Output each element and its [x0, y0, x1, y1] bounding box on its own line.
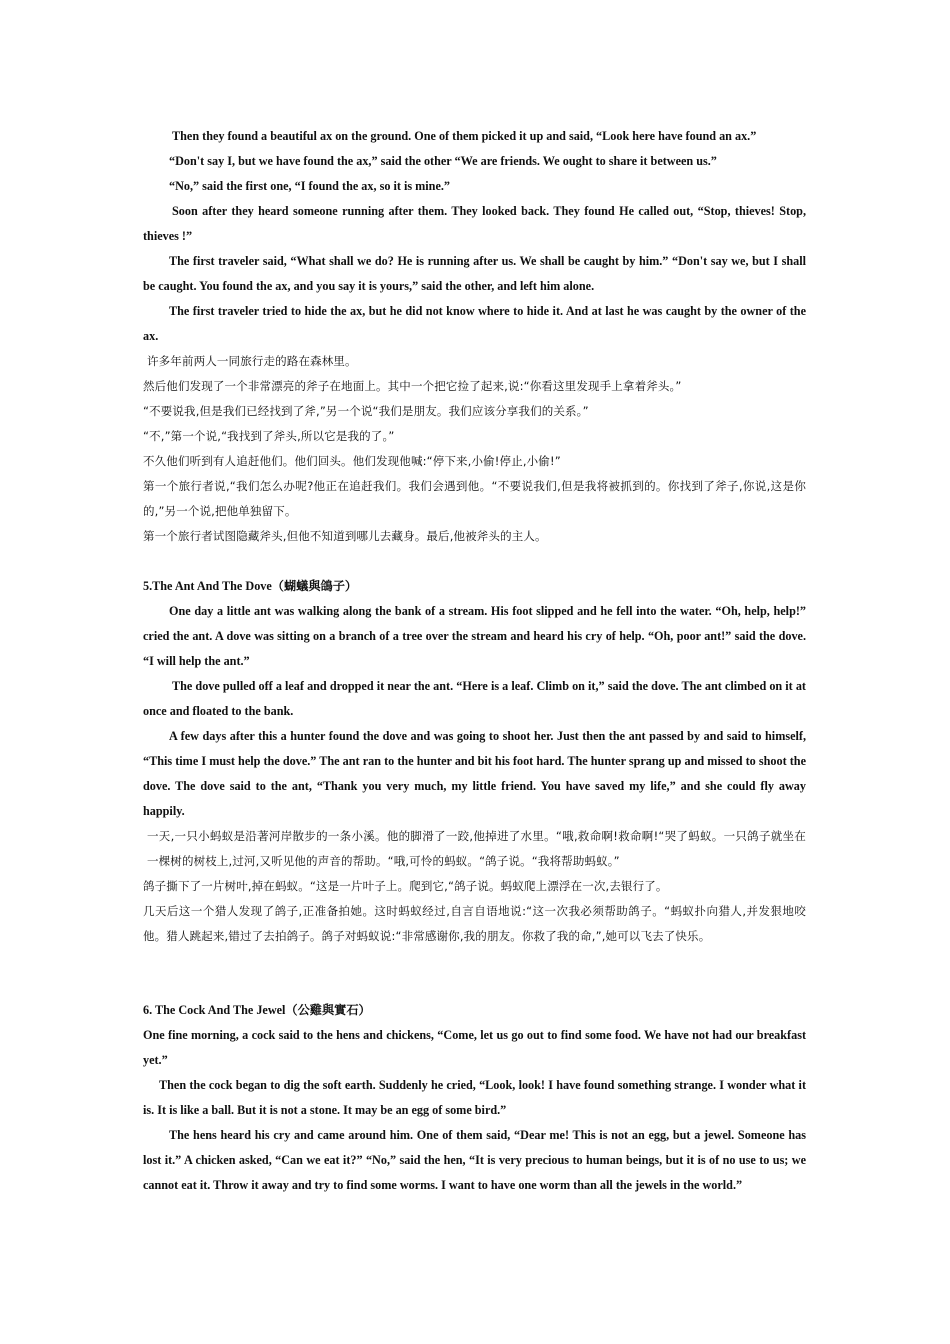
paragraph: One day a little ant was walking along the bank of a stream. His foot slipped and he fell into the water. “Oh, help, help!” cried the ant. A dove was sitting on a branch of a tree over the stream and heard his cry of help. “Oh, poor ant!” said the dove. “I will help the ant.”: [143, 604, 806, 668]
paragraph: The dove pulled off a leaf and dropped it near the ant. “Here is a leaf. Climb on it,” said the dove. The ant climbed on it at once and floated to the bank.: [143, 679, 806, 718]
paragraph-zh: 一天,一只小蚂蚁是沿著河岸散步的一条小溪。他的脚滑了一跤,他掉进了水里。“哦,救命啊!救命啊!“哭了蚂蚁。一只鸽子就坐在一棵树的树枝上,过河,又听见他的声音的帮助。“哦,可怜的蚂蚁。“鸽子说。“我将帮助蚂蚁。”: [147, 829, 806, 868]
section-heading: 5.The Ant And The Dove（蝴蟻與鴿子）: [143, 579, 358, 593]
document-page: [143, 124, 806, 1198]
paragraph: A few days after this a hunter found the dove and was going to shoot her. Just then the ant passed by and said to himself, “This time I must help the dove.” The ant ran to the hunter and bit his foot hard. The hunter sprang up and missed to shoot the dove. The dove said to the ant, “Thank you very much, my little friend. You have saved my life,” and she could fly away happily.: [143, 729, 806, 818]
paragraph: The first traveler said, “What shall we do? He is running after us. We shall be caught by him.” “Don't say we, but I shall be caught. You found the ax, and you say it is yours,” said the other, and left him alone.: [143, 254, 806, 293]
paragraph-zh: “不,”第一个说,“我找到了斧头,所以它是我的了。”: [143, 429, 395, 443]
paragraph: The hens heard his cry and came around him. One of them said, “Dear me! This is not an egg, but a jewel. Someone has lost it.” A chicken asked, “Can we eat it?” “No,” said the hen, “It is very precious to human beings, but it is of no use to us; we cannot eat it. Throw it away and try to find some worms. I want to have one worm than all the jewels in the world.”: [143, 1128, 806, 1192]
paragraph-zh: 许多年前两人一同旅行走的路在森林里。: [147, 354, 357, 368]
paragraph: One fine morning, a cock said to the hens and chickens, “Come, let us go out to find some food. We have not had our breakfast yet.”: [143, 1028, 806, 1067]
paragraph-zh: 第一个旅行者说,“我们怎么办呢?他正在追赶我们。我们会遇到他。“不要说我们,但是我将被抓到的。你找到了斧子,你说,这是你的,”另一个说,把他单独留下。: [143, 479, 806, 518]
paragraph-zh: 鸽子撕下了一片树叶,掉在蚂蚁。“这是一片叶子上。爬到它,“鸽子说。蚂蚁爬上漂浮在一次,去银行了。: [143, 879, 668, 893]
spacer: [143, 549, 806, 574]
paragraph: Soon after they heard someone running after them. They looked back. They found He called out, “Stop, thieves! Stop, thieves !”: [143, 204, 806, 243]
paragraph: Then they found a beautiful ax on the ground. One of them picked it up and said, “Look here have found an ax.”: [172, 129, 757, 143]
paragraph: Then the cock began to dig the soft earth. Suddenly he cried, “Look, look! I have found something strange. I wonder what it is. It is like a ball. But it is not a stone. It may be an egg of some bird.”: [143, 1078, 806, 1117]
paragraph-zh: 不久他们听到有人追赶他们。他们回头。他们发现他喊:“停下来,小偷!停止,小偷!”: [143, 454, 561, 468]
paragraph: The first traveler tried to hide the ax, but he did not know where to hide it. And at last he was caught by the owner of the ax.: [143, 304, 806, 343]
paragraph-zh: 第一个旅行者试图隐藏斧头,但他不知道到哪儿去藏身。最后,他被斧头的主人。: [143, 529, 547, 543]
paragraph: “No,” said the first one, “I found the ax, so it is mine.”: [169, 179, 451, 193]
section-heading: 6. The Cock And The Jewel（公雞與實石）: [143, 1003, 371, 1017]
spacer: [143, 949, 806, 998]
paragraph-zh: “不要说我,但是我们已经找到了斧,”另一个说“我们是朋友。我们应该分享我们的关系。”: [143, 404, 589, 418]
paragraph-zh: 几天后这一个猎人发现了鸽子,正准备拍她。这时蚂蚁经过,自言自语地说:“这一次我必须帮助鸽子。“蚂蚁扑向猎人,并发狠地咬他。猎人跳起来,错过了去拍鸽子。鸽子对蚂蚁说:“非常感谢你,我的朋友。你救了我的命,”,她可以飞去了快乐。: [143, 904, 806, 943]
paragraph-zh: 然后他们发现了一个非常漂亮的斧子在地面上。其中一个把它捡了起来,说:“你看这里发现手上拿着斧头。”: [143, 379, 682, 393]
paragraph: “Don't say I, but we have found the ax,” said the other “We are friends. We ought to share it between us.”: [169, 154, 717, 168]
